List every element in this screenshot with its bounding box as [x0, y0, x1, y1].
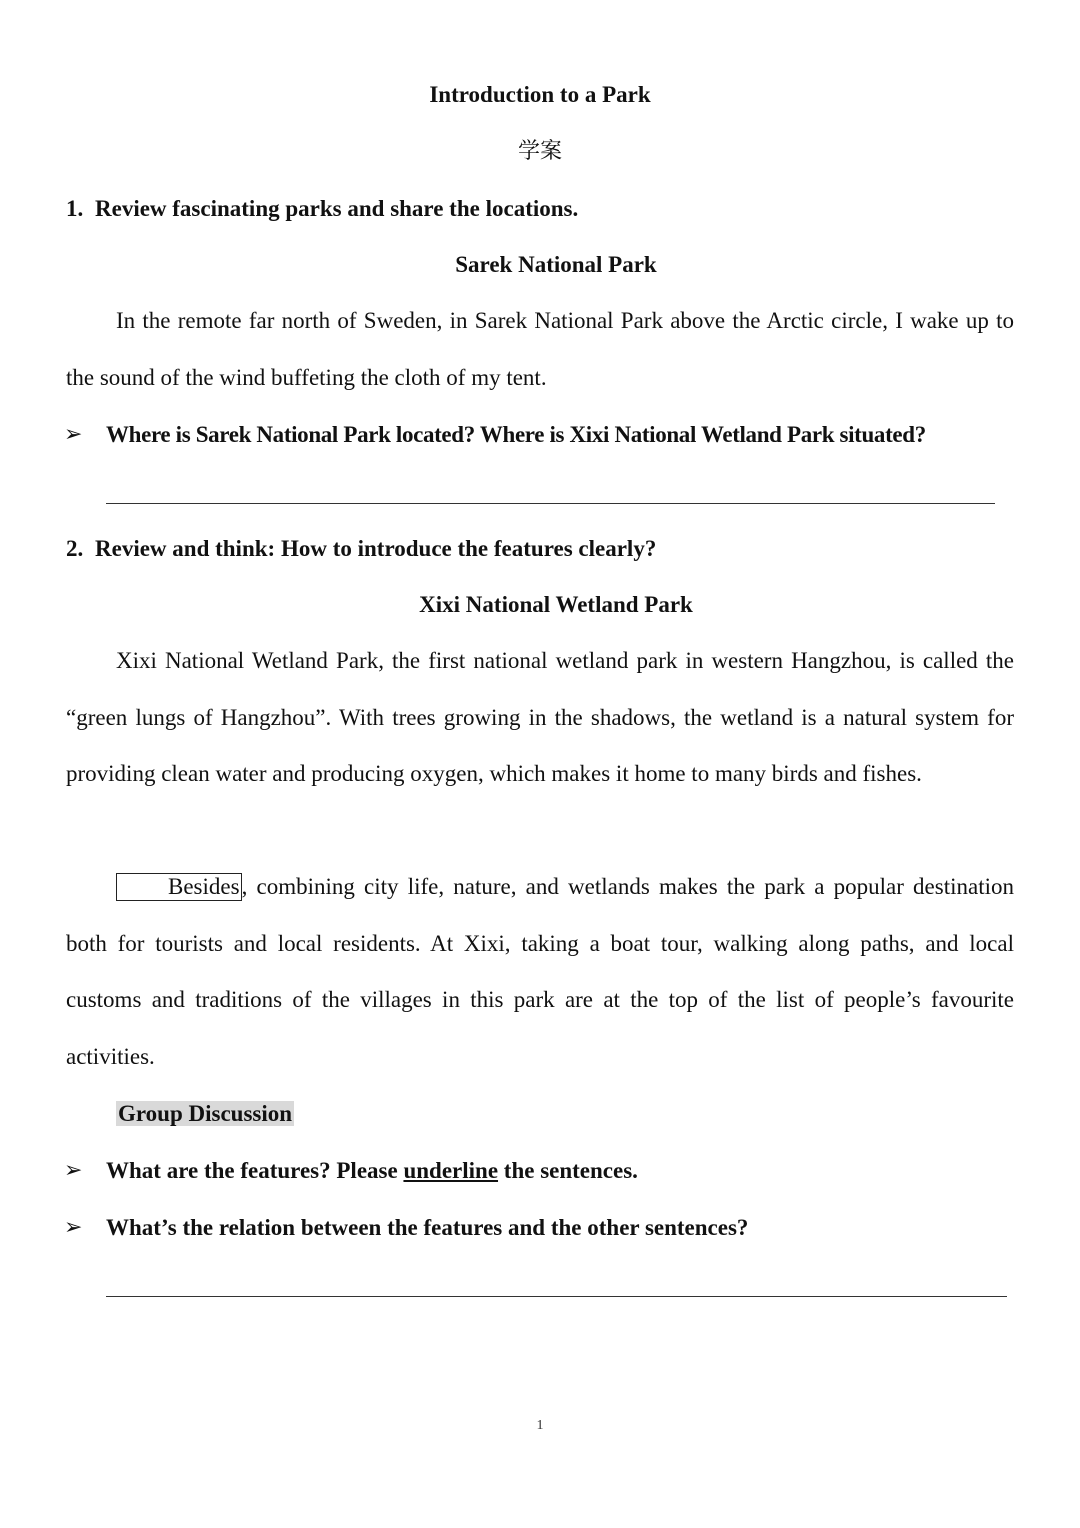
xixi-park-title: Xixi National Wetland Park [419, 592, 693, 617]
group-discussion-highlight: Group Discussion [118, 1101, 293, 1126]
document-subtitle: 学案 [517, 139, 562, 164]
section-2-heading-text: Review and think: How to introduce the features clearly? [95, 536, 657, 561]
section-1-heading-text: Review fascinating parks and share the locations. [95, 196, 579, 221]
section-2-question-1 [106, 1156, 638, 1186]
section-2-heading [66, 534, 656, 564]
document-title: Introduction to a Park [429, 82, 651, 107]
xixi-paragraph-1: Xixi National Wetland Park, the first national wetland park in western Hangzhou, is called the “green lungs of Hangzhou”. With trees growing in the shadows, the wetland is a natural system for providing clean water and producing oxygen, which makes it home to many birds and fishes. [66, 648, 1014, 787]
question-1-after: the sentences. [498, 1158, 638, 1183]
answer-line-2[interactable] [106, 1296, 1007, 1297]
sarek-paragraph: In the remote far north of Sweden, in Sarek National Park above the Arctic circle, I wake up to the sound of the wind buffeting the cloth of my tent. [66, 308, 1014, 390]
question-1-before: What are the features? Please [106, 1158, 404, 1183]
boxed-word-besides: Besides [116, 873, 242, 901]
bullet-arrow-icon: ➢ [64, 1158, 83, 1183]
section-2-number: 2. [66, 536, 84, 561]
answer-line-1[interactable] [106, 503, 995, 504]
section-1-heading [66, 194, 578, 224]
bullet-arrow-icon: ➢ [64, 1215, 83, 1240]
group-discussion-label [116, 1099, 294, 1129]
xixi-paragraph-2 [66, 859, 1014, 1085]
xixi-paragraph-2-text: , combining city life, nature, and wetlands makes the park a popular destination both for tourists and local residents. At Xixi, taking a boat tour, walking along paths, and local customs and traditions of the villages in this park are at the top of the list of people’s favourite activities. [66, 874, 1014, 1069]
underline-word: underline [403, 1158, 499, 1183]
page-number: 1 [536, 1418, 544, 1433]
sarek-park-title: Sarek National Park [455, 252, 657, 277]
section-1-question: Where is Sarek National Park located? Where is Xixi National Wetland Park situated? [106, 422, 926, 447]
bullet-arrow-icon: ➢ [64, 422, 83, 447]
section-2-question-2: What’s the relation between the features and the other sentences? [106, 1215, 749, 1240]
section-1-number: 1. [66, 196, 84, 221]
